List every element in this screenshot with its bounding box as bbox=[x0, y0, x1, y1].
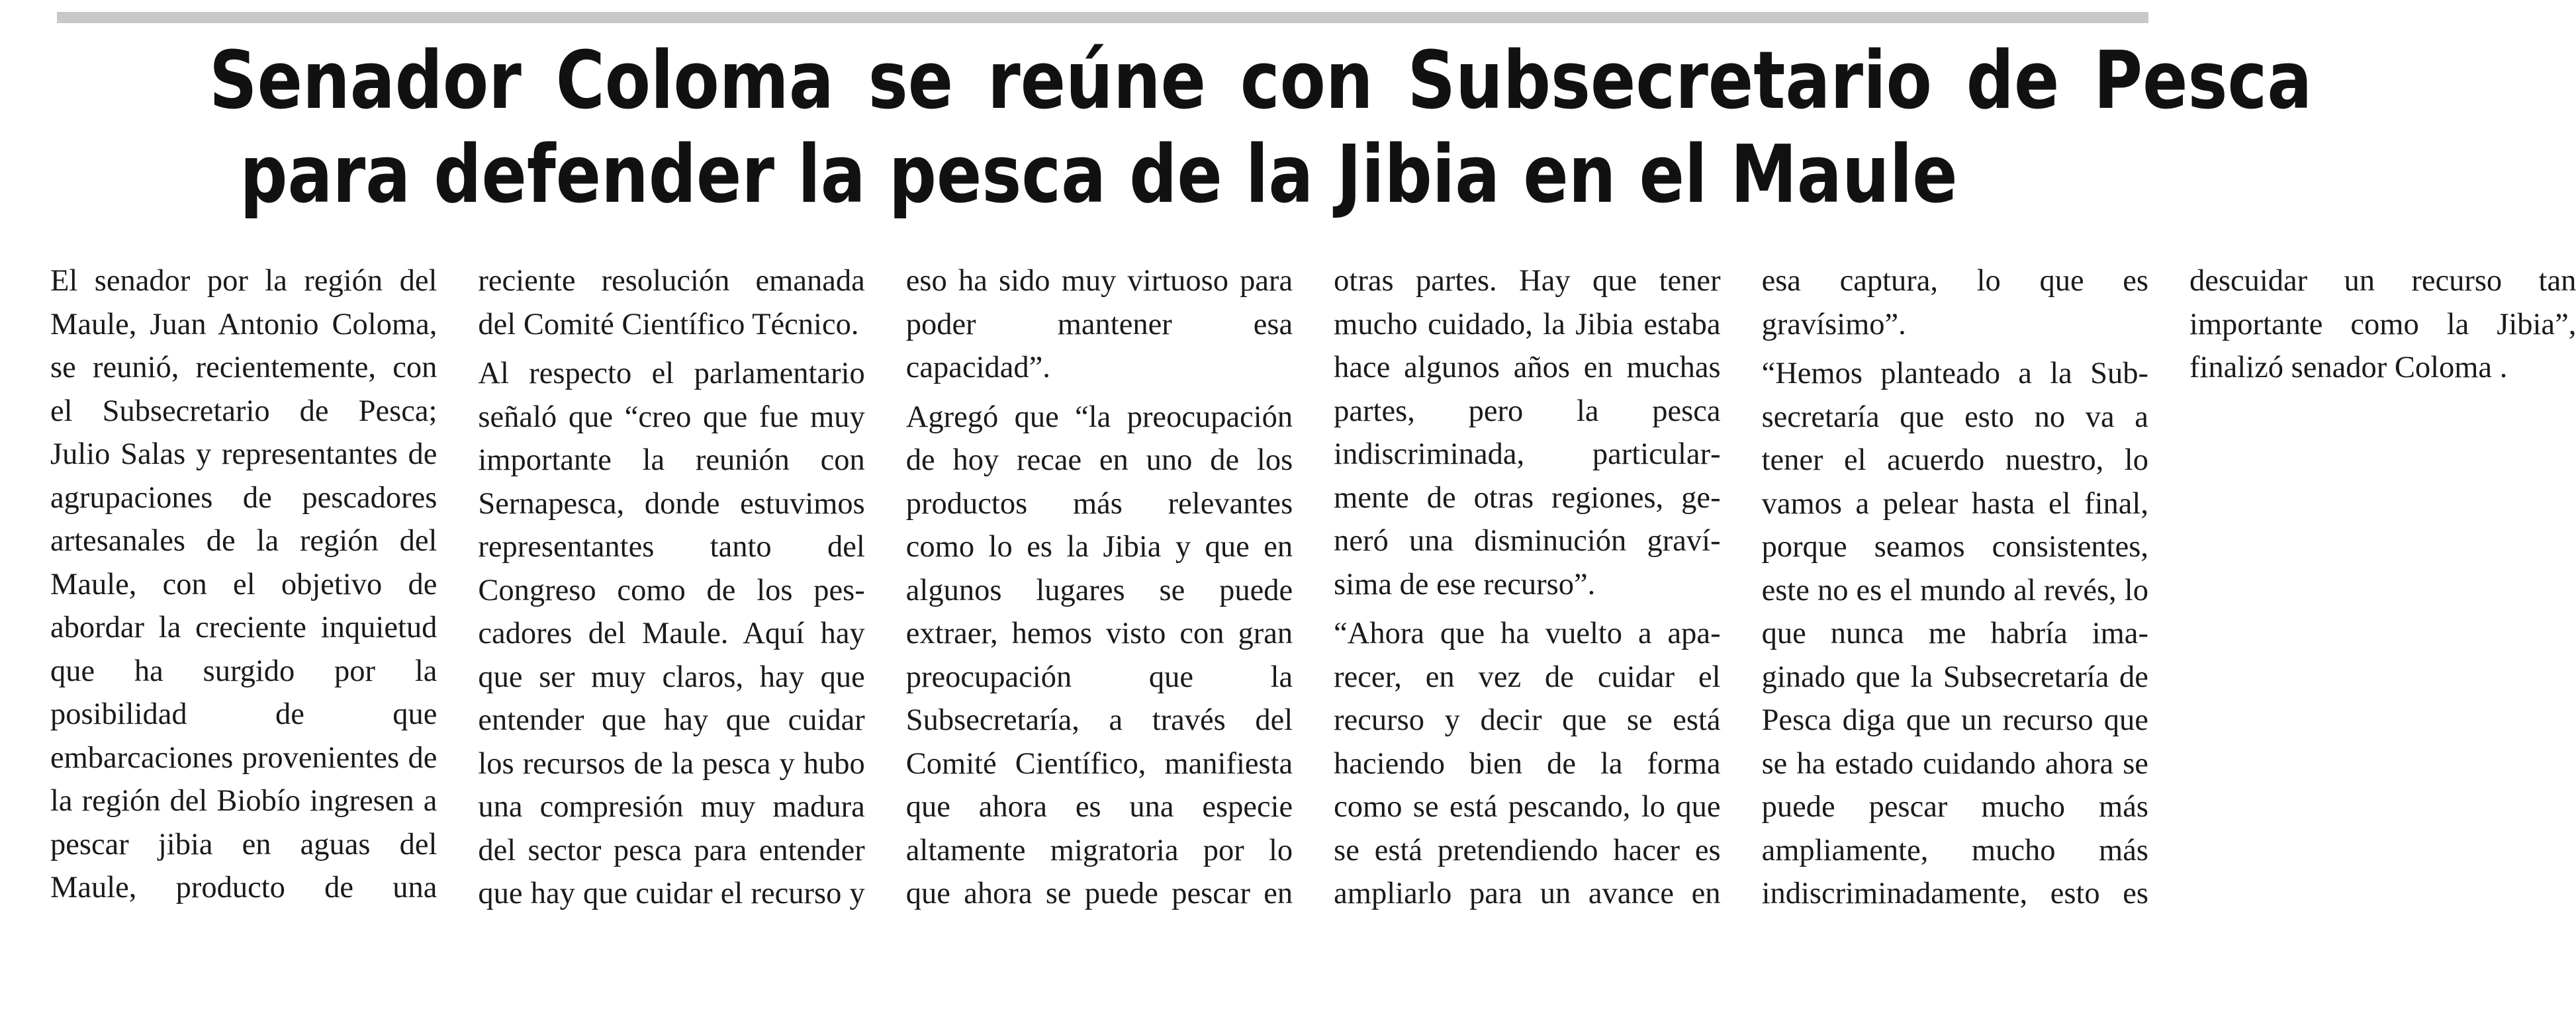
headline-line-2: para defender la pesca de la Jibia en el Maule bbox=[240, 129, 1958, 221]
paragraph: “Hemos planteado a la Subsecretaría que esto no va a tener el acuerdo nuestro, lo vamos a pelear hasta el final, porque seamos consistentes, este no es el mundo al revés, lo que nunca me habría imaginado que la Subsecretaría de Pesca diga que un recurso que se ha estado cuidando ahora se puede pescar mucho más ampliamente, mucho más indiscriminadamente, esto es descuidar un recurso tan importante como la Jibia”, finalizó senador Coloma . bbox=[1761, 264, 2576, 910]
headline bbox=[209, 34, 2313, 222]
paragraph: Agregó que “la preocupación de hoy recae en uno de los productos más relevantes como lo es la Jibia y que en algunos lugares se puede extraer, hemos visto con gran preocupación que la Subsecretaría, a través del Comité Científico, manifiesta que ahora es una especie altamente migratoria por lo que ahora se puede pescar en otras partes. Hay que tener mucho cuidado, la Jibia estaba hace algunos años en muchas partes, pero la pesca indiscriminada, particularmente de otras regiones, generó una disminución gravísima de ese recurso”. bbox=[905, 264, 1721, 910]
headline-line-1: Senador Coloma se reúne con Subsecretario de Pesca bbox=[209, 35, 2313, 127]
top-rule bbox=[57, 12, 2148, 23]
paragraph: “Ahora que ha vuelto a aparecer, en vez de cuidar el recurso y decir que se está haciendo bien de la forma como se está pescando, lo que se está pretendiendo hacer es ampliarlo para un avance en esa captura, lo que es gravísimo”. bbox=[1334, 264, 2148, 910]
paragraph: El senador por la región del Maule, Juan Antonio Coloma, se reunió, recientemente, con el Subsecretario de Pesca; Julio Salas y representantes de agrupaciones de pescadores artesanales de la región del Maule, con el objetivo de abordar la creciente inquietud que ha surgido por la posibilidad de que embarcaciones provenientes de la región del Biobío ingresen a pescar jibia en aguas del Maule, producto de una reciente resolución emanada del Comité Científico Técnico. bbox=[50, 264, 865, 904]
article-body bbox=[50, 259, 2576, 954]
paragraph: Al respecto el parlamentario señaló que “creo que fue muy importante la reunión con Sernapesca, donde estuvimos representantes tanto del Congreso como de los pescadores del Maule. Aquí hay que ser muy claros, hay que entender que hay que cuidar los recursos de la pesca y hubo una compresión muy madura del sector pesca para entender que hay que cuidar el recurso y eso ha sido muy virtuoso para poder mantener esa capacidad”. bbox=[478, 264, 1293, 910]
